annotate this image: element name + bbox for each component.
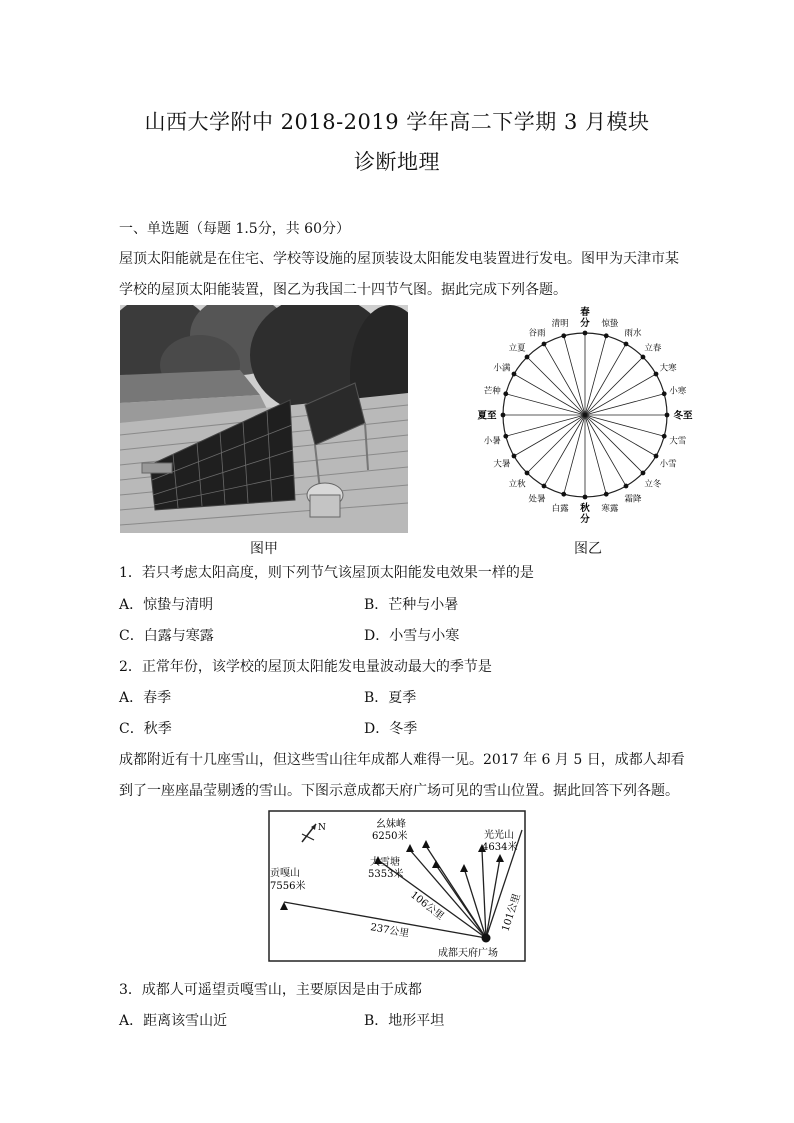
- terms-spoke: [564, 336, 585, 415]
- terms-spoke: [585, 336, 606, 415]
- terms-dot: [624, 484, 629, 489]
- terms-spoke: [585, 415, 606, 494]
- question-1-option-b: B．芒种与小暑: [364, 597, 459, 613]
- terms-dot: [583, 495, 588, 500]
- terms-spoke: [585, 415, 626, 486]
- terms-spoke: [527, 415, 585, 473]
- question-3-option-b: B．地形平坦: [364, 1013, 445, 1029]
- term-label-qiufen: 秋: [580, 503, 590, 514]
- terms-dot: [662, 391, 667, 396]
- terms-spoke: [506, 394, 585, 415]
- terms-dot: [542, 484, 547, 489]
- term-label-qiufen: 分: [580, 514, 590, 525]
- terms-dot: [665, 413, 670, 418]
- terms-spoke: [544, 415, 585, 486]
- term-label: 处暑: [528, 494, 546, 505]
- peak-daxuetang-name: 大雪塘: [370, 857, 400, 868]
- terms-dot: [561, 492, 566, 497]
- terms-spoke: [585, 374, 656, 415]
- document-title-line2: 诊断地理: [354, 150, 440, 174]
- term-label: 清明: [551, 318, 569, 329]
- question-1-option-d: D．小雪与小寒: [364, 628, 460, 644]
- question-2-stem: 2．正常年份，该学校的屋顶太阳能发电量波动最大的季节是: [119, 659, 492, 675]
- question-2-option-d: D．冬季: [364, 721, 418, 737]
- term-label: 立夏: [508, 343, 526, 354]
- terms-spoke: [585, 344, 626, 415]
- document-title-line1: 山西大学附中 2018-2019 学年高二下学期 3 月模块: [144, 110, 650, 134]
- terms-spoke: [514, 374, 585, 415]
- question-1-option-c: C．白露与寒露: [119, 628, 214, 644]
- terms-dot: [525, 355, 530, 360]
- terms-dot: [503, 391, 508, 396]
- terms-spoke: [585, 357, 643, 415]
- peak-gonggashan-name: 贡嘎山: [270, 868, 300, 879]
- north-label: N: [318, 823, 326, 833]
- snow-mountain-map: [268, 810, 526, 962]
- terms-spoke: [506, 415, 585, 436]
- terms-spoke: [585, 415, 656, 456]
- terms-spoke: [564, 415, 585, 494]
- passage2-line1: 成都附近有十几座雪山，但这些雪山往年成都人难得一见。2017 年 6 月 5 日，成都人却看: [119, 752, 685, 768]
- terms-center: [583, 413, 587, 417]
- peak-yaomeifeng-name: 幺妹峰: [376, 819, 406, 830]
- peak-gonggashan-height: 7556米: [270, 881, 306, 892]
- passage2-line2: 到了一座座晶莹剔透的雪山。下图示意成都天府广场可见的雪山位置。据此回答下列各题。: [119, 783, 679, 799]
- origin-label: 成都天府广场: [438, 948, 498, 959]
- passage1-line1: 屋顶太阳能就是在住宅、学校等设施的屋顶装设太阳能发电装置进行发电。图甲为天津市某: [119, 251, 679, 267]
- terms-dot: [654, 372, 659, 377]
- terms-dot: [654, 454, 659, 459]
- terms-dot: [542, 342, 547, 347]
- question-3-option-a: A．距离该雪山近: [119, 1013, 228, 1029]
- term-label-xiazhi: 夏至: [477, 410, 497, 422]
- question-1-stem: 1．若只考虑太阳高度，则下列节气该屋顶太阳能发电效果一样的是: [119, 565, 534, 581]
- terms-dot: [583, 331, 588, 336]
- terms-dot: [662, 434, 667, 439]
- terms-dot: [525, 471, 530, 476]
- peak-daxuetang-height: 5353米: [368, 869, 404, 880]
- peak-guangguangshan-height: 4634米: [482, 842, 518, 853]
- term-label: 大寒: [659, 363, 677, 374]
- term-label: 小满: [493, 363, 511, 374]
- term-label: 霜降: [624, 494, 642, 505]
- terms-dot: [512, 454, 517, 459]
- terms-spoke: [527, 357, 585, 415]
- terms-dot: [512, 372, 517, 377]
- distance-106-label: 106公里: [408, 889, 446, 923]
- terms-dot: [604, 333, 609, 338]
- term-label-dongzhi: 冬至: [673, 410, 693, 422]
- section-heading: 一、单选题（每题 1.5分，共 60分）: [119, 221, 350, 237]
- term-label: 白露: [551, 504, 569, 515]
- terms-spoke: [585, 394, 664, 415]
- terms-dot: [641, 355, 646, 360]
- terms-spoke: [514, 415, 585, 456]
- term-label: 芒种: [483, 386, 501, 397]
- term-label: 谷雨: [528, 328, 546, 339]
- distance-237-label: 237公里: [369, 922, 410, 940]
- terms-dot: [624, 342, 629, 347]
- term-label-chunfen: 分: [580, 318, 590, 329]
- figure-a-caption: 图甲: [250, 541, 278, 557]
- peak-yaomeifeng-height: 6250米: [372, 831, 408, 842]
- terms-spoke: [585, 415, 664, 436]
- question-2-option-c: C．秋季: [119, 721, 172, 737]
- terms-dot: [501, 413, 506, 418]
- solar-terms-diagram: [458, 300, 714, 540]
- term-label: 寒露: [601, 504, 619, 515]
- question-2-option-a: A．春季: [119, 690, 172, 706]
- question-1-option-a: A．惊蛰与清明: [119, 597, 214, 613]
- term-label: 大雪: [669, 436, 687, 447]
- term-label: 雨水: [624, 328, 642, 339]
- question-2-option-b: B．夏季: [364, 690, 417, 706]
- terms-spoke: [544, 344, 585, 415]
- terms-dot: [561, 333, 566, 338]
- peak-guangguangshan-name: 光光山: [484, 830, 514, 841]
- term-label: 立春: [644, 343, 662, 354]
- term-label: 惊蛰: [601, 318, 619, 329]
- term-label-chunfen: 春: [580, 307, 590, 318]
- figure-b-caption: 图乙: [574, 541, 602, 557]
- rooftop-solar-photo: [120, 305, 408, 533]
- terms-dot: [604, 492, 609, 497]
- terms-dot: [641, 471, 646, 476]
- term-label: 小暑: [483, 436, 501, 447]
- terms-spoke: [585, 415, 643, 473]
- term-label: 大暑: [493, 459, 511, 470]
- term-label: 立秋: [508, 479, 526, 490]
- terms-dot: [503, 434, 508, 439]
- term-label: 小雪: [659, 459, 677, 470]
- term-label: 小寒: [669, 386, 687, 397]
- term-label: 立冬: [644, 479, 662, 490]
- passage1-line2: 学校的屋顶太阳能装置，图乙为我国二十四节气图。据此完成下列各题。: [119, 282, 567, 298]
- distance-101-label: 101公里: [500, 892, 523, 933]
- question-3-stem: 3．成都人可遥望贡嘎雪山，主要原因是由于成都: [119, 982, 422, 998]
